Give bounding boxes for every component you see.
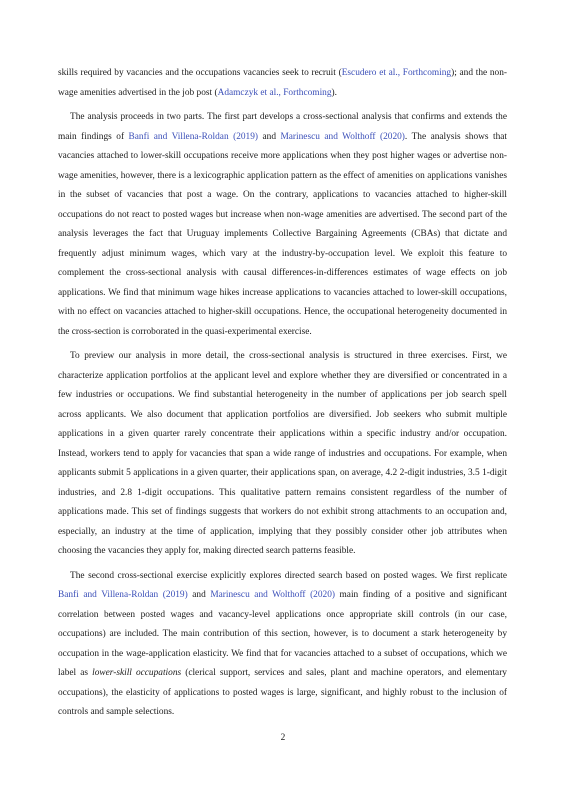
paragraph-text: skills required by vacancies and the occupations vacancies seek to recruit ( <box>58 68 342 78</box>
citation-link[interactable]: Marinescu and Wolthoff (2020) <box>280 131 405 142</box>
citation-link[interactable]: Banfi and Villena-Roldan (2019) <box>58 590 188 600</box>
paragraph-text: and <box>258 131 281 142</box>
citation-link[interactable]: Marinescu and Wolthoff (2020) <box>210 590 335 600</box>
paragraph-text: and <box>187 590 211 600</box>
paragraph-4 <box>58 567 507 723</box>
paragraph-1 <box>58 64 507 103</box>
paragraph-text: (clerical support, services and sales, plant and machine operators, and elementary occupations), the elasticity of applications to posted wages is large, significant, and highly robust to the inclusion of controls and sample selections. <box>58 668 507 717</box>
paragraph-2 <box>58 108 507 342</box>
emphasis-text: lower-skill occupations <box>92 668 182 678</box>
paragraph-text: ). <box>331 87 337 98</box>
page-number: 2 <box>280 733 286 743</box>
citation-link[interactable]: Escudero et al., Forthcoming <box>341 68 452 78</box>
citation-link[interactable]: Adamczyk et al., Forthcoming <box>217 87 332 98</box>
paragraph-text: main finding of a positive and significant correlation between posted wages and vacancy-level applications once appropriate skill controls (in our case, occupations) are included. The main contribution of this section, however, is to document a stark heterogeneity by occupation in the wage-application elasticity. We find that for vacancies attached to a subset of occupations, which we label as <box>58 590 507 678</box>
paragraph-text: To preview our analysis in more detail, the cross-sectional analysis is structured in three exercises. First, we characterize application portfolios at the applicant level and explore whether they are diversified or concentrated in a few industries or occupations. We find substantial heterogeneity in the number of applications per job search spell across applicants. We also document that application portfolios are diversified. Job seekers who submit multiple applications in a given quarter rarely concentrate their applications within a specific industry and/or occupation. Instead, workers tend to apply for vacancies that span a wide range of industries and occupations. For example, when applicants submit 5 applications in a given quarter, their applications span, on average, 4.2 2-digit industries, 3.5 1-digit industries, and 2.8 1-digit occupations. This qualitative pattern remains consistent regardless of the number of applications made. This set of findings suggests that workers do not exhibit strong attachments to an occupation and, especially, an industry at the time of application, implying that they possibly consider other job attributes when choosing the vacancies they apply for, making directed search patterns feasible. <box>58 351 507 556</box>
paragraph-text: . The analysis shows that vacancies attached to lower-skill occupations receive more applications when they post higher wages or advertise non-wage amenities, however, there is a lexicographic application pattern as the effect of amenities on applications vanishes in the subset of vacancies that post a wage. On the contrary, applications to vacancies attached to higher-skill occupations do not react to posted wages but increase when non-wage amenities are advertised. The second part of the analysis leverages the fact that Uruguay implements Collective Bargaining Agreements (CBAs) that dictate and frequently adjust minimum wages, which vary at the industry-by-occupation level. We exploit this feature to complement the cross-sectional analysis with causal differences-in-differences estimates of wage effects on job applications. We find that minimum wage hikes increase applications to vacancies attached to lower-skill occupations, with no effect on vacancies attached to higher-skill occupations. Hence, the occupational heterogeneity documented in the cross-section is corroborated in the quasi-experimental exercise. <box>58 131 508 337</box>
paragraph-text: The analysis proceeds in two parts. The first part develops a cross-sectional analysis that confirms and extends the main findings of <box>58 112 507 142</box>
citation-link[interactable]: Banfi and Villena-Roldan (2019) <box>128 131 259 142</box>
paragraph-text: ); and the non-wage amenities advertised in the job post ( <box>58 68 507 98</box>
paragraph-3 <box>58 347 507 562</box>
page-body <box>58 64 507 728</box>
paragraph-text: The second cross-sectional exercise explicitly explores directed search based on posted wages. We first replicate <box>70 570 507 581</box>
